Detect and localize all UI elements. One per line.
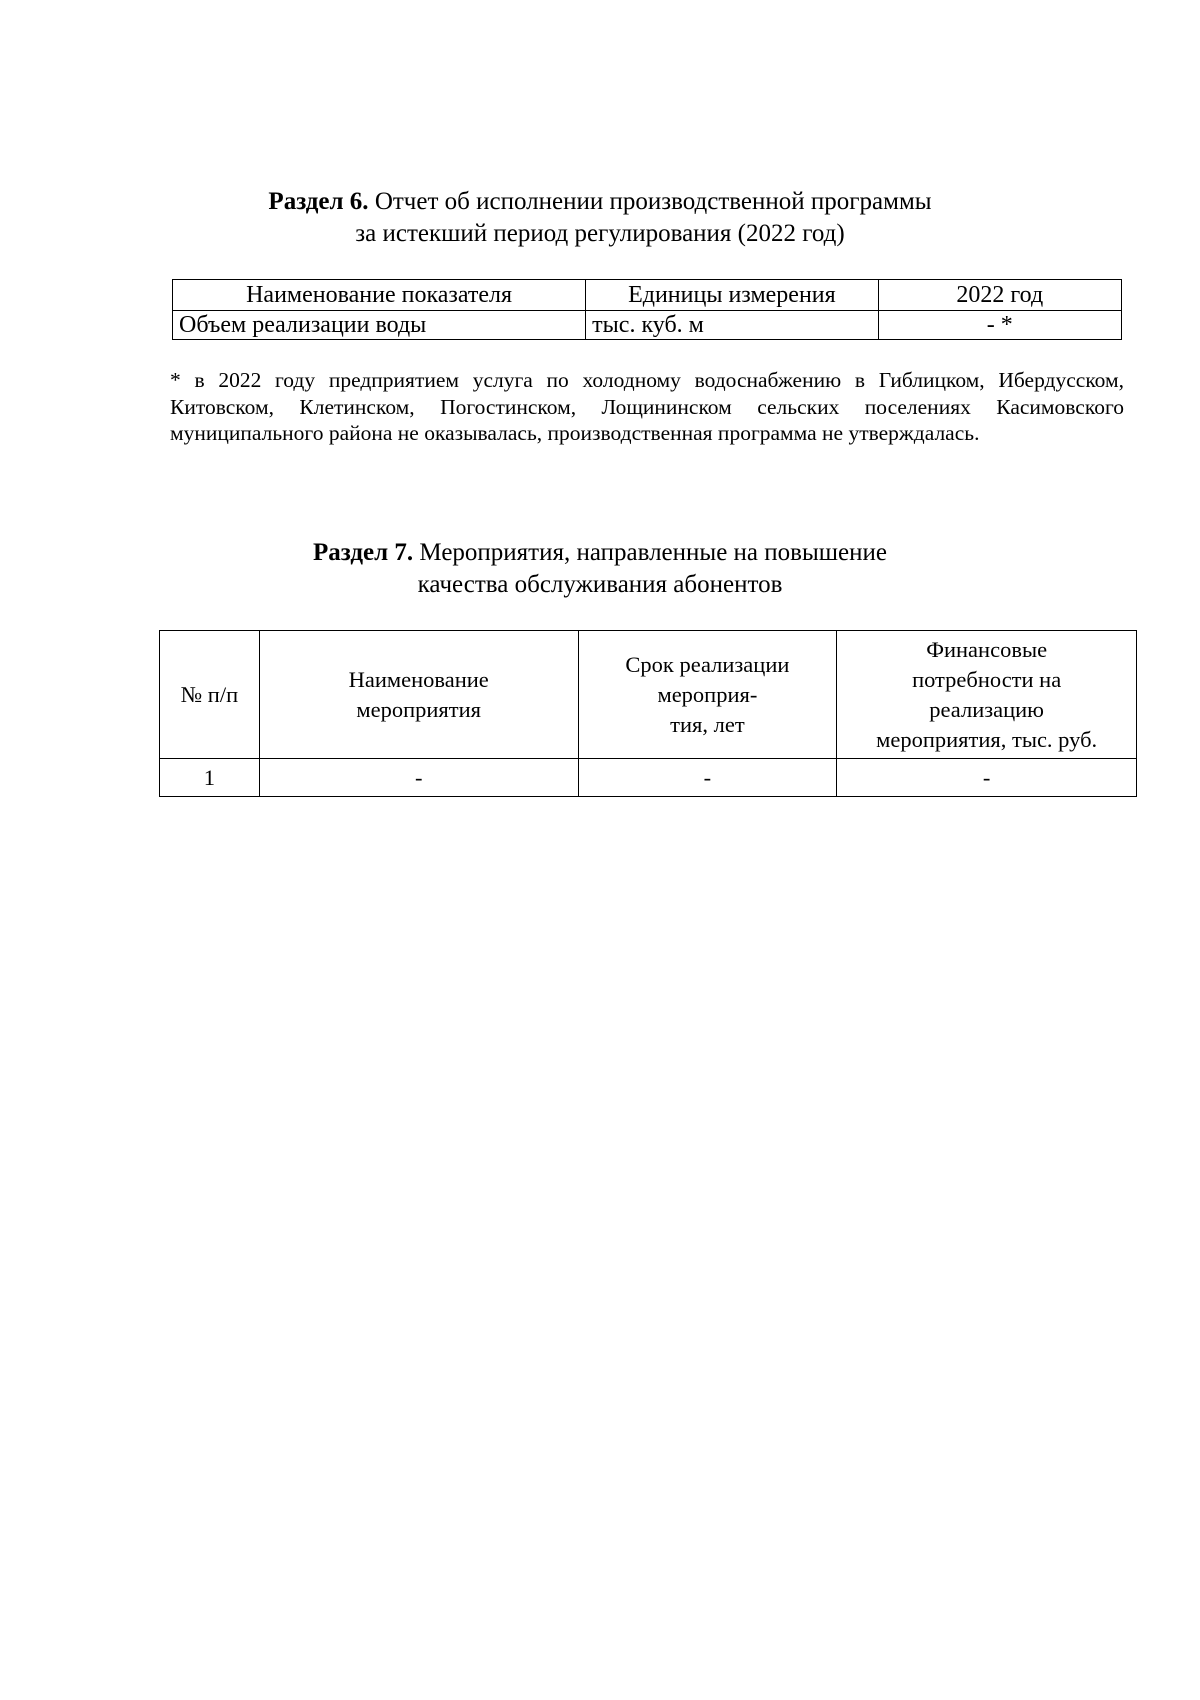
cell-value: - * xyxy=(878,311,1121,340)
section-7-number: Раздел 7. xyxy=(313,539,414,566)
column-header-measure-name xyxy=(259,631,578,759)
section-7-heading xyxy=(0,537,1200,601)
section-6-number: Раздел 6. xyxy=(268,188,369,215)
section-7-heading-line1 xyxy=(0,537,1200,569)
column-header-number-text: № п/п xyxy=(180,681,239,707)
table-header-row xyxy=(160,631,1137,759)
measures-table xyxy=(159,630,1137,797)
cell-measure-name: - xyxy=(259,759,578,797)
section-6-heading xyxy=(0,186,1200,250)
column-header-indicator: Наименование показателя xyxy=(173,280,586,311)
column-header-duration xyxy=(578,631,837,759)
section-6-subtitle: за истекший период регулирования (2022 год) xyxy=(355,220,845,247)
column-header-year: 2022 год xyxy=(878,280,1121,311)
column-header-financial-needs-text: Финансовые потребности на реализацию мероприятия, тыс. руб. xyxy=(876,636,1098,752)
section-7-title: Мероприятия, направленные на повышение xyxy=(419,539,887,566)
column-header-duration-text: Срок реализации мероприя- тия, лет xyxy=(625,651,790,737)
cell-indicator: Объем реализации воды xyxy=(173,311,586,340)
cell-duration: - xyxy=(578,759,837,797)
table-row xyxy=(173,311,1122,340)
section-6-title: Отчет об исполнении производственной программы xyxy=(374,188,932,215)
column-header-number xyxy=(160,631,260,759)
section-7-subtitle: качества обслуживания абонентов xyxy=(417,571,783,598)
section-6-heading-line1 xyxy=(0,186,1200,218)
column-header-measure-name-text: Наименование мероприятия xyxy=(348,666,489,722)
footnote: * в 2022 году предприятием услуга по холодному водоснабжению в Гиблицком, Ибердусском, Китовском, Клетинском, Погостинском, Лощининском сельских поселениях Касимовского муниципального района не оказывалась, производственная программа не утверждалась. xyxy=(170,368,1124,445)
cell-financial-needs: - xyxy=(837,759,1137,797)
cell-number: 1 xyxy=(160,759,260,797)
cell-units: тыс. куб. м xyxy=(586,311,878,340)
column-header-financial-needs xyxy=(837,631,1137,759)
production-program-table xyxy=(172,279,1122,340)
table-row xyxy=(160,759,1137,797)
column-header-units: Единицы измерения xyxy=(586,280,878,311)
table-header-row xyxy=(173,280,1122,311)
